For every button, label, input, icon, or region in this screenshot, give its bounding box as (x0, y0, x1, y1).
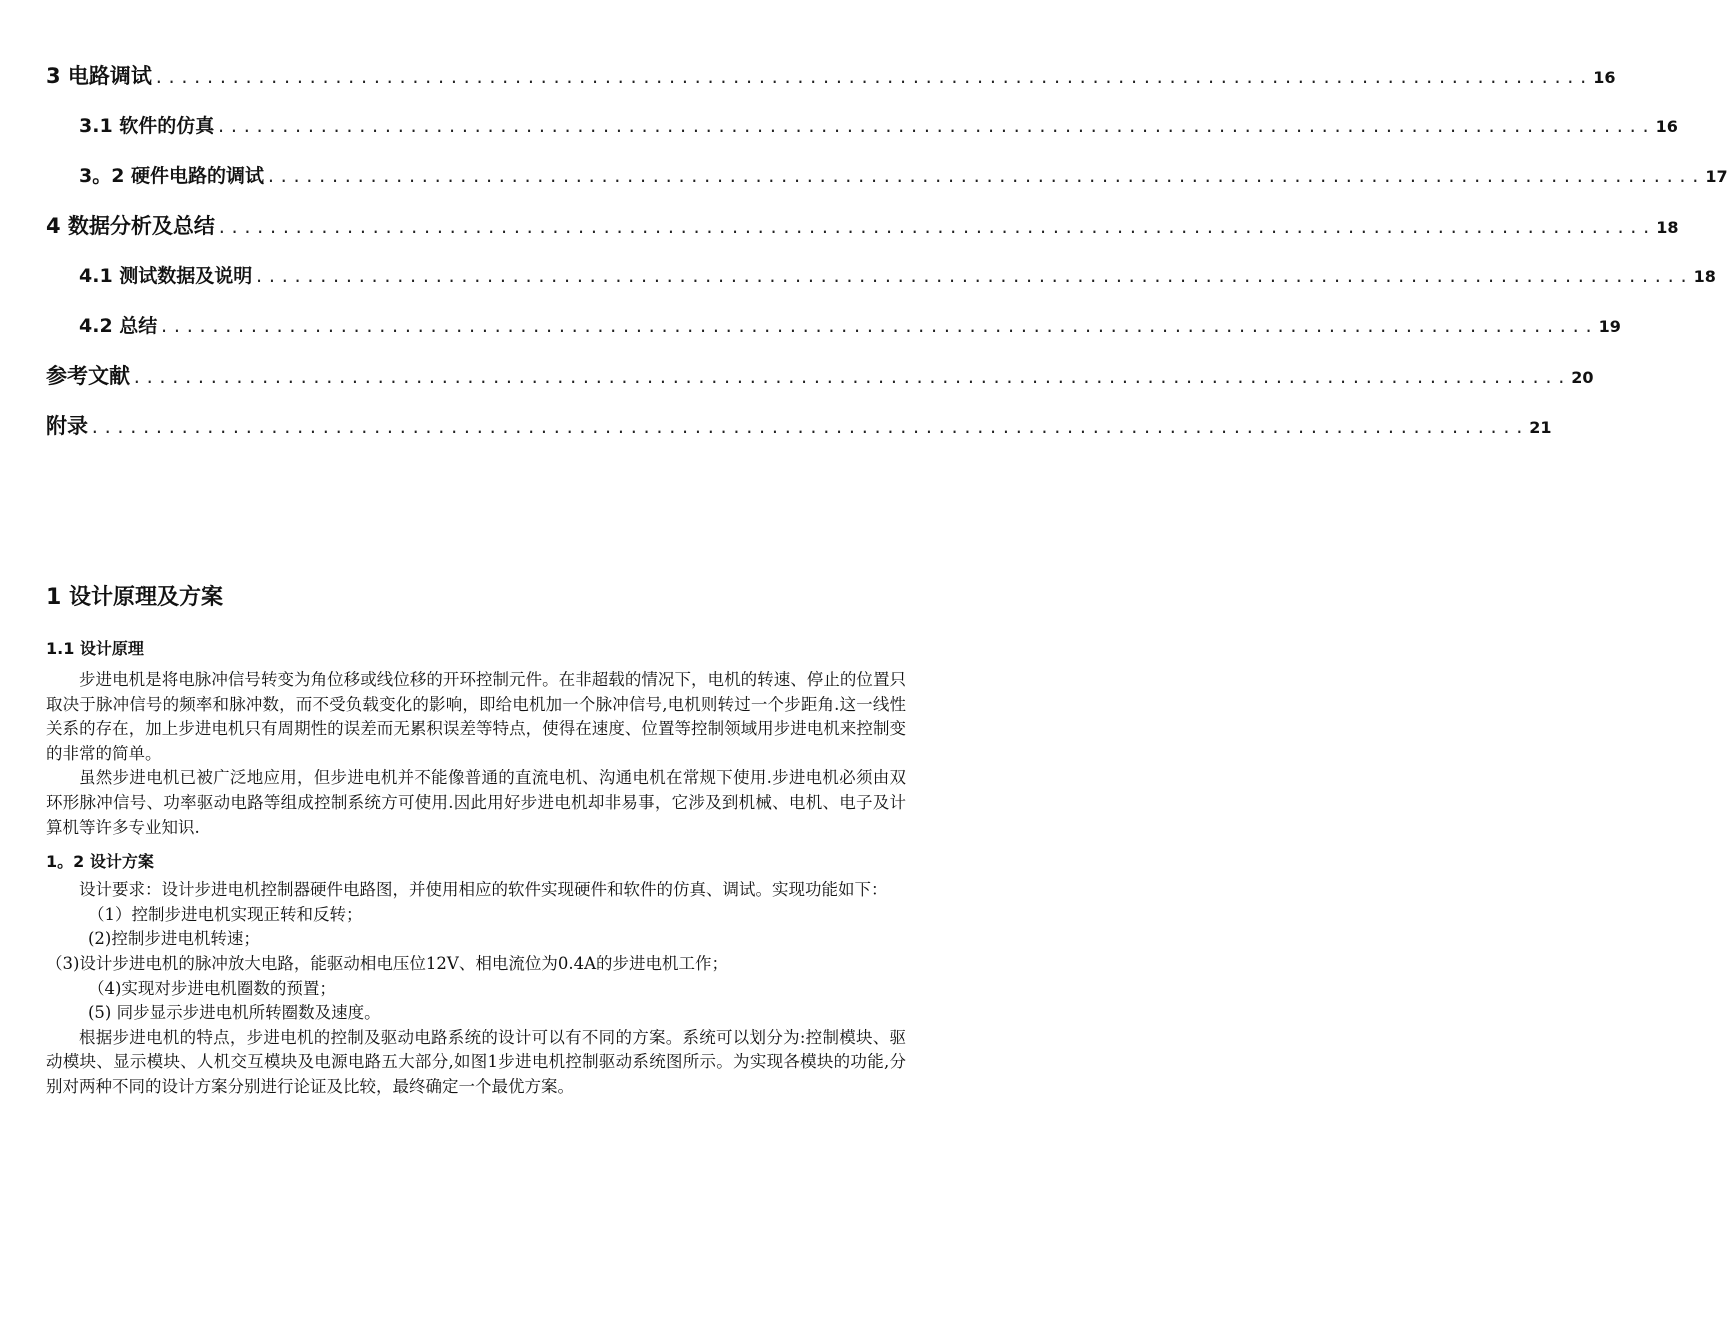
toc-entry[interactable] (46, 158, 1728, 208)
requirement-item: （4)实现对步进电机圈数的预置； (88, 978, 336, 998)
body-paragraph: 设计要求：设计步进电机控制器硬件电路图，并使用相应的软件实现硬件和软件的仿真、调试。实现功能如下： (79, 880, 888, 900)
toc-entry[interactable] (46, 308, 1621, 358)
toc-entry-page: 16 (1655, 117, 1678, 136)
toc-dot-leader: ................................................................................................................ (90, 418, 1528, 437)
toc-entry-label: 4.1 测试数据及说明 (79, 265, 253, 287)
requirement-item: (2)控制步进电机转速； (88, 929, 260, 949)
toc-entry-label: 4 数据分析及总结 (46, 214, 215, 238)
toc-entry[interactable] (46, 358, 1594, 408)
toc-entry-page: 20 (1571, 368, 1594, 387)
toc-dot-leader: ................................................................................................................ (254, 267, 1692, 286)
toc-dot-leader: ................................................................................................................ (132, 368, 1570, 387)
toc-entry[interactable] (46, 208, 1679, 258)
toc-dot-leader: ................................................................................................................ (153, 68, 1592, 87)
toc-entry-label: 3。2 硬件电路的调试 (79, 165, 265, 187)
section-heading: 1 设计原理及方案 (46, 585, 223, 610)
toc-entry-label: 4.2 总结 (79, 315, 158, 337)
toc-entry-label: 附录 (46, 414, 88, 438)
toc-dot-leader: ................................................................................................................ (266, 167, 1704, 186)
toc-entry-label: 参考文献 (46, 364, 130, 388)
subsection-heading: 1.1 设计原理 (46, 639, 144, 658)
toc-dot-leader: ................................................................................................................ (216, 117, 1654, 136)
requirement-item: （1）控制步进电机实现正转和反转； (88, 904, 363, 924)
toc-entry-page: 19 (1598, 317, 1621, 336)
section-design-principle (46, 580, 906, 1100)
toc-entry[interactable] (46, 408, 1552, 458)
toc-entry[interactable] (46, 108, 1678, 158)
toc-entry-label: 3.1 软件的仿真 (79, 115, 215, 137)
body-paragraph: 步进电机是将电脉冲信号转变为角位移或线位移的开环控制元件。在非超载的情况下，电机的转速、停止的位置只取决于脉冲信号的频率和脉冲数，而不受负载变化的影响，即给电机加一个脉冲信号,电机则转过一个步距角.这一线性关系的存在，加上步进电机只有周期性的误差而无累积误差等特点，使得在速度、位置等控制领域用步进电机来控制变的非常的简单。 (46, 670, 906, 763)
subsection-heading: 1。2 设计方案 (46, 852, 154, 872)
toc-entry[interactable] (46, 58, 1616, 108)
toc-dot-leader: ................................................................................................................ (216, 218, 1655, 237)
toc-dot-leader: ................................................................................................................ (159, 317, 1597, 336)
toc-entry[interactable] (46, 258, 1716, 308)
toc-entry-page: 21 (1529, 418, 1552, 437)
toc-entry-page: 18 (1656, 218, 1679, 237)
table-of-contents (46, 58, 1728, 458)
requirement-item: （3)设计步进电机的脉冲放大电路，能驱动相电压位12V、相电流位为0.4A的步进电机工作； (46, 953, 729, 973)
body-paragraph: 根据步进电机的特点，步进电机的控制及驱动电路系统的设计可以有不同的方案。系统可以划分为:控制模块、驱动模块、显示模块、人机交互模块及电源电路五大部分,如图1步进电机控制驱动系统图所示。为实现各模块的功能,分别对两种不同的设计方案分别进行论证及比较，最终确定一个最优方案。 (46, 1027, 906, 1096)
toc-entry-label: 3 电路调试 (46, 64, 152, 88)
toc-entry-page: 17 (1705, 167, 1728, 186)
toc-entry-page: 16 (1593, 68, 1616, 87)
toc-entry-page: 18 (1693, 267, 1716, 286)
requirement-item: (5) 同步显示步进电机所转圈数及速度。 (88, 1003, 381, 1023)
body-paragraph: 虽然步进电机已被广泛地应用，但步进电机并不能像普通的直流电机、沟通电机在常规下使用.步进电机必须由双环形脉冲信号、功率驱动电路等组成控制系统方可使用.因此用好步进电机却非易事，它涉及到机械、电机、电子及计算机等许多专业知识. (46, 768, 906, 837)
